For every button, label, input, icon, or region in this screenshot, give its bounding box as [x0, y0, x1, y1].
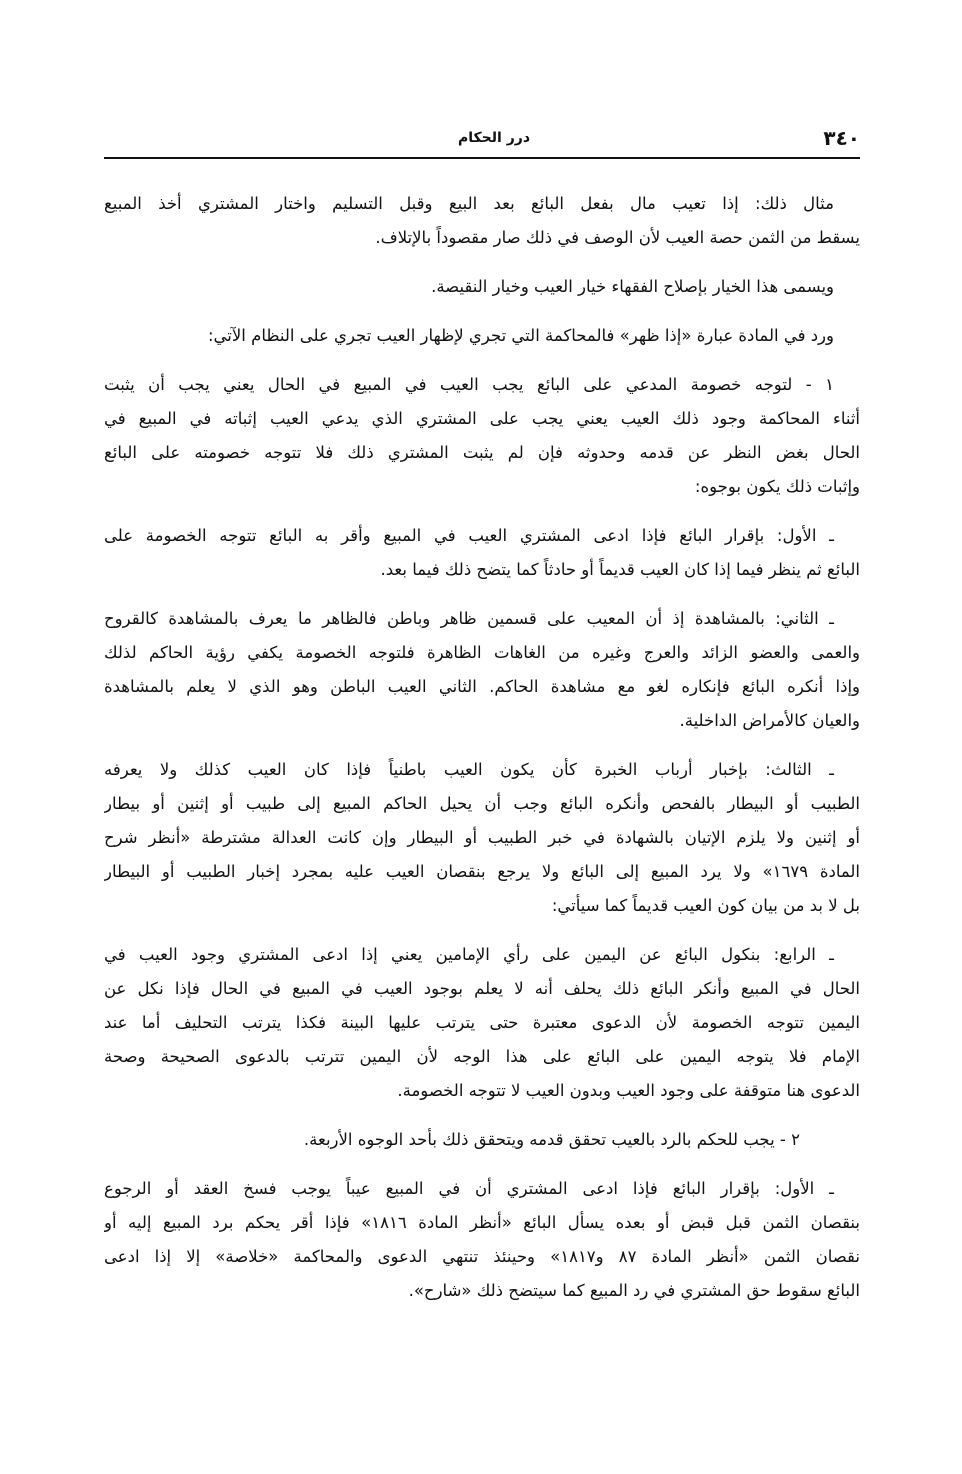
- text-line: أثناء المحاكمة وجود ذلك العيب يعني يجب على المشتري الذي يدعي العيب إثباته في المبيع في: [104, 409, 860, 428]
- paragraph: [104, 1172, 860, 1308]
- paragraph: [104, 368, 860, 504]
- paragraph: [104, 270, 860, 304]
- page-body: [104, 187, 860, 1323]
- text-line: الإمام فلا يتوجه اليمين على البائع على هذا الوجه لأن اليمين تترتب بالدعوى الصحيحة وصحة: [104, 1047, 860, 1066]
- text-line: ـ الأول: بإقرار البائع فإذا ادعى المشتري أن في المبيع عيباً يوجب فسخ العقد أو الرجوع: [104, 1179, 834, 1198]
- text-line: ـ الثاني: بالمشاهدة إذ أن المعيب على قسمين ظاهر وباطن فالظاهر ما يعرف بالمشاهدة كالقروح: [104, 609, 834, 628]
- text-line: ١ - لتوجه خصومة المدعي على البائع يجب العيب في المبيع في الحال يعني يجب أن يثبت: [104, 375, 834, 394]
- page-header: [104, 126, 860, 156]
- text-line: البائع سقوط حق المشتري في رد المبيع كما سيتضح ذلك «شارح».: [408, 1281, 860, 1300]
- text-line: نقصان الثمن «أنظر المادة ٨٧ و١٨١٧» وحينئذ تنتهي الدعوى والمحاكمة «خلاصة» إلا إذا ادعى: [104, 1247, 860, 1266]
- text-line: الطبيب أو البيطار بالفحص وأنكره البائع وجب أن يحيل الحاكم المبيع إلى طبيب أو إثنين أو بيطار: [104, 794, 860, 813]
- paragraph: [104, 187, 860, 255]
- text-line: الحال في المبيع وأنكر البائع ذلك يحلف أنه لا يعلم بوجود العيب في المبيع في الحال فإذا نكل عن: [104, 979, 860, 998]
- paragraph: [104, 519, 860, 587]
- paragraph: [104, 938, 860, 1108]
- paragraph: [104, 319, 860, 353]
- text-line: البائع ثم ينظر فيما إذا كان العيب قديماً أو حادثاً كما يتضح ذلك فيما بعد.: [380, 560, 860, 579]
- text-line: بل لا بد من بيان كون العيب قديماً كما سيأتي:: [551, 896, 860, 915]
- text-line: والعيان كالأمراض الداخلية.: [679, 711, 860, 730]
- paragraph: [104, 1123, 860, 1157]
- text-line: وإثبات ذلك يكون بوجوه:: [694, 477, 860, 496]
- text-line: أو إثنين ولا يلزم الإتيان بالشهادة في خبر الطبيب أو البيطار وإن كانت العدالة مشترطة «أنظر شرح: [104, 828, 860, 847]
- text-line: ٢ - يجب للحكم بالرد بالعيب تحقق قدمه ويتحقق ذلك بأحد الوجوه الأربعة.: [303, 1130, 800, 1149]
- text-line: ورد في المادة عبارة «إذا ظهر» فالمحاكمة التي تجري لإظهار العيب تجري على النظام الآتي:: [207, 326, 834, 345]
- text-line: ـ الثالث: بإخبار أرباب الخبرة كأن يكون العيب باطنياً فإذا كان العيب كذلك ولا يعرفه: [104, 760, 834, 779]
- text-line: اليمين تتوجه الخصومة لأن الدعوى معتبرة حتى يترتب عليها البينة فكذا يترتب التحليف أما عند: [104, 1013, 860, 1032]
- text-line: الحال بغض النظر عن قدمه وحدوثه فإن لم يثبت المشتري ذلك فلا تتوجه خصومته على البائع: [104, 443, 860, 462]
- page-number: ٣٤٠: [823, 126, 860, 150]
- text-line: وإذا أنكره البائع فإنكاره لغو مع مشاهدة الحاكم. الثاني العيب الباطن وهو الذي لا يعلم بالمشاهدة: [104, 677, 860, 696]
- text-line: ـ الأول: بإقرار البائع فإذا ادعى المشتري العيب في المبيع وأقر به البائع تتوجه الخصومة على: [104, 526, 834, 545]
- header-rule: [104, 157, 860, 159]
- text-line: الدعوى هنا متوقفة على وجود العيب وبدون العيب لا تتوجه الخصومة.: [397, 1081, 860, 1100]
- text-line: مثال ذلك: إذا تعيب مال بفعل البائع بعد البيع وقبل التسليم واختار المشتري أخذ المبيع: [104, 194, 834, 213]
- text-line: المادة ١٦٧٩» ولا يرد المبيع إلى البائع ولا يرجع بنقصان العيب عليه بمجرد إخبار الطبيب أو البيطار: [104, 862, 860, 881]
- paragraph: [104, 753, 860, 923]
- text-line: بنقصان الثمن قبل قبض أو بعده يسأل البائع «أنظر المادة ١٨١٦» فإذا أقر يحكم برد المبيع إليه أو: [104, 1213, 860, 1232]
- text-line: ـ الرابع: بنكول البائع عن اليمين على رأي الإمامين يعني إذا ادعى المشتري وجود العيب في: [104, 945, 834, 964]
- running-title: درر الحكام: [458, 130, 530, 146]
- paragraph: [104, 602, 860, 738]
- text-line: ويسمى هذا الخيار بإصلاح الفقهاء خيار العيب وخيار النقيصة.: [431, 277, 834, 296]
- text-line: والعمى والعضو الزائد والعرج وغيره من الغاهات الظاهرة فلتوجه الخصومة يكفي رؤية الحاكم لذلك: [104, 643, 860, 662]
- text-line: يسقط من الثمن حصة العيب لأن الوصف في ذلك صار مقصوداً بالإتلاف.: [375, 228, 860, 247]
